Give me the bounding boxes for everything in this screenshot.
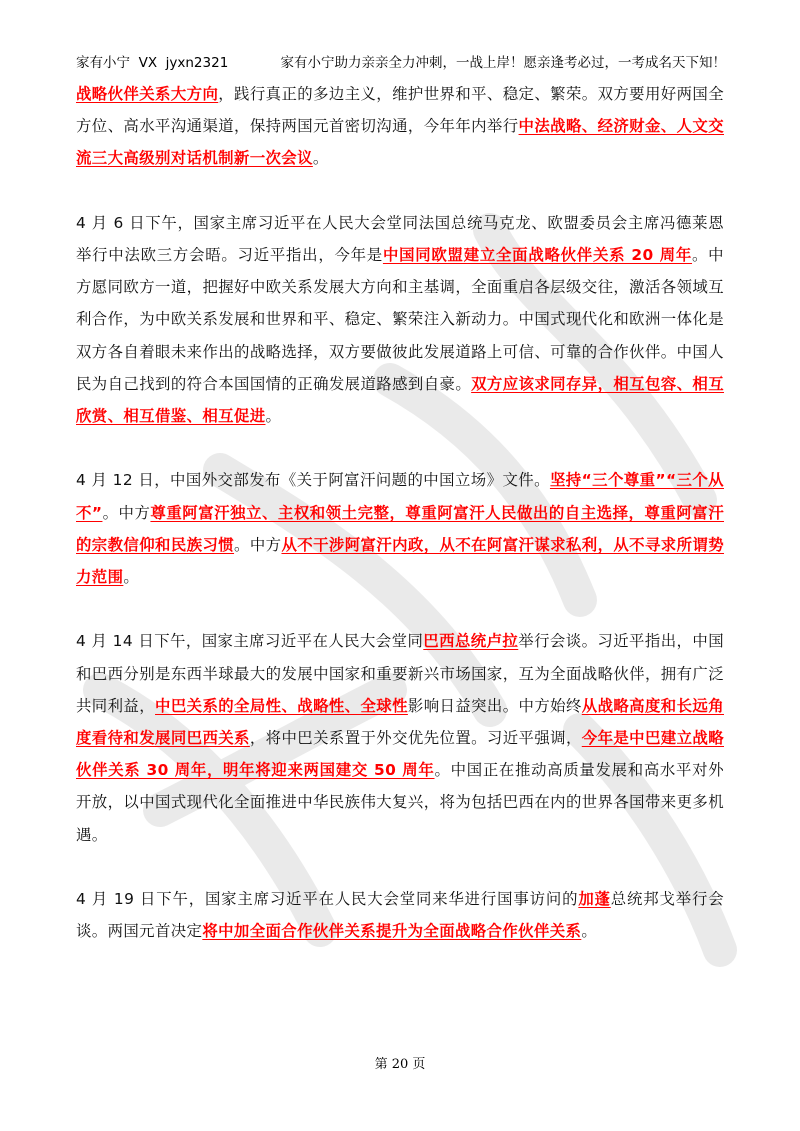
paragraph-text: 举行会谈。习近平指出，中国和巴西分别是东西半球最大的发展中国家和重要新兴市场国家，互为全面战略伙伴，拥有广泛共同利益，: [76, 632, 724, 715]
highlighted-key-phrase: 从战略高度和长远角度看待和发展同巴西关系: [76, 696, 724, 748]
paragraph: [76, 883, 724, 947]
highlighted-key-phrase: 尊重阿富汗独立、主权和领土完整，尊重阿富汗人民做出的自主选择，尊重阿富汗的宗教信仰和民族习惯: [76, 503, 724, 554]
paragraph-text: 4 月 19 日下午，国家主席习近平在人民大会堂同来华进行国事访问的: [76, 890, 579, 909]
document-body: [76, 78, 724, 980]
highlighted-key-phrase: 中巴关系的全局性、战略性、全球性: [155, 696, 408, 715]
paragraph-text: 。中方愿同欧方一道，把握好中欧关系发展大方向和主基调，全面重启各层级交往，激活各领域互利合作，为中欧关系发展和世界和平、稳定、繁荣注入新动力。中国式现代化和欧洲一体化是双方各自着眼未来作出的战略选择，双方要做彼此发展道路上可信、可靠的合作伙伴。中国人民为自己找到的符合本国国情的正确发展道路感到自豪。: [76, 246, 724, 393]
paragraph: [76, 464, 724, 593]
header-left-text: 家有小宁 VX jyxn2321: [76, 55, 229, 71]
paragraph-text: 4 月 6 日下午，国家主席习近平在人民大会堂同法国总统马克龙、欧盟委员会主席冯德莱恩举行中法欧三方会晤。习近平指出，今年是: [76, 213, 724, 264]
highlighted-key-phrase: 战略伙伴关系大方向: [76, 85, 219, 103]
paragraph-text: 。: [581, 922, 598, 941]
paragraph-text: 。: [123, 568, 140, 587]
paragraph-text: 4 月 12 日，中国外交部发布《关于阿富汗问题的中国立场》文件。: [76, 471, 550, 490]
paragraph-text: 。中国正在推动高质量发展和高水平对外开放，以中国式现代化全面推进中华民族伟大复兴，将为包括巴西在内的世界各国带来更多机遇。: [76, 761, 725, 844]
paragraph-text: 。: [265, 407, 282, 426]
paragraph-text: ，将中巴关系置于外交优先位置。习近平强调，: [249, 729, 582, 748]
paragraph: [76, 78, 724, 175]
highlighted-key-phrase: 坚持“三个尊重”“三个从不”: [76, 471, 724, 522]
paragraph-text: 总统邦戈举行会谈。两国元首决定: [76, 890, 724, 941]
paragraph-text: ，践行真正的多边主义，维护世界和平、稳定、繁荣。双方要用好两国全方位、高水平沟通渠道，保持两国元首密切沟通，今年年内举行: [76, 85, 724, 136]
highlighted-key-phrase: 今年是中巴建立战略伙伴关系 30 周年，明年将迎来两国建交 50 周年: [76, 729, 724, 780]
highlighted-key-phrase: 将中加全面合作伙伴关系提升为全面战略合作伙伴关系: [202, 922, 582, 941]
paragraph-text: 。: [312, 149, 329, 168]
page-header: [76, 52, 726, 74]
highlighted-key-phrase: 双方应该求同存异，相互包容、相互欣赏、相互借鉴、相互促进: [76, 374, 724, 426]
header-right-text: 家有小宁助力亲亲全力冲刺，一战上岸！愿亲逢考必过，一考成名天下知！: [280, 55, 726, 71]
highlighted-key-phrase: 中法战略、经济财金、人文交流三大高级别对话机制新一次会议: [76, 117, 724, 168]
highlighted-key-phrase: 巴西总统卢拉: [423, 632, 519, 651]
paragraph: [76, 625, 724, 850]
highlighted-key-phrase: 中国同欧盟建立全面战略伙伴关系 20 周年: [382, 246, 693, 264]
paragraph-text: 。中方: [102, 503, 151, 522]
highlighted-key-phrase: 从不干涉阿富汗内政，从不在阿富汗谋求私利，从不寻求所谓势力范围: [76, 535, 724, 587]
page-number: 第 20 页: [374, 1057, 426, 1072]
paragraph: [76, 207, 724, 432]
paragraph-text: 4 月 14 日下午，国家主席习近平在人民大会堂同: [76, 632, 424, 651]
paragraph-text: 影响日益突出。中方始终: [407, 696, 582, 715]
highlighted-key-phrase: 加蓬: [578, 890, 611, 909]
paragraph-text: 。中方: [234, 535, 282, 554]
